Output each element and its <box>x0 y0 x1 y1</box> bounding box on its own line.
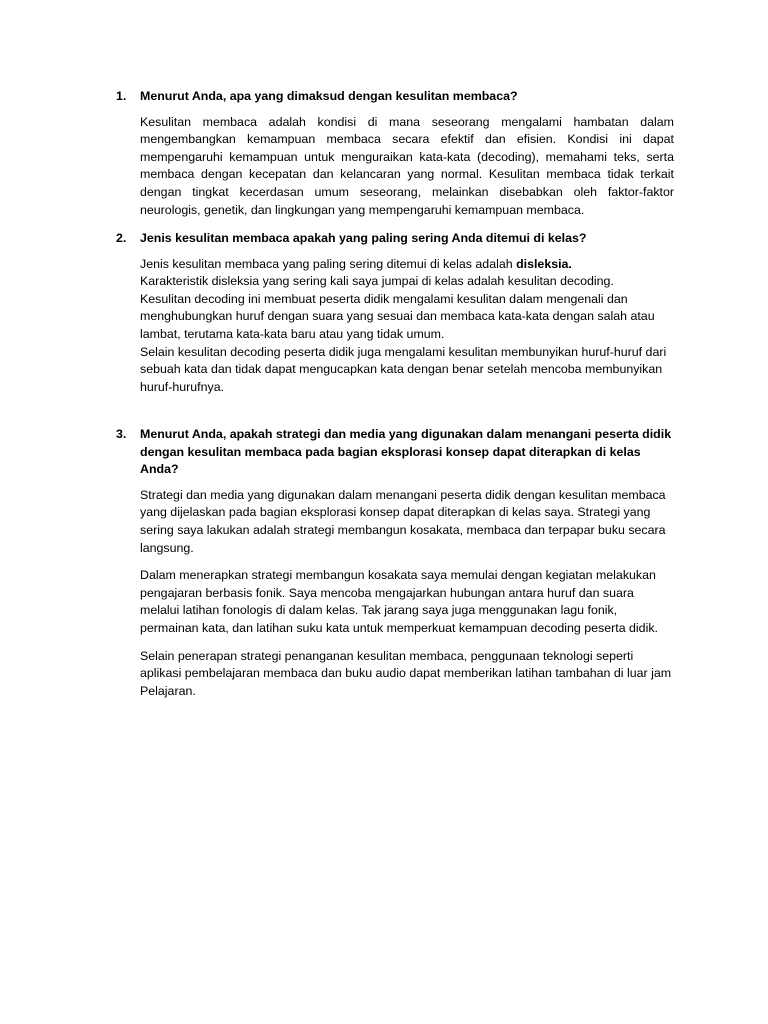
answer-block-3 <box>140 487 674 701</box>
question-text-1: Menurut Anda, apa yang dimaksud dengan kesulitan membaca? <box>140 89 518 103</box>
question-item-1 <box>116 88 674 219</box>
answer-block-2 <box>140 256 674 397</box>
answer-paragraph-3a: Strategi dan media yang digunakan dalam menangani peserta didik dengan kesulitan membaca yang dijelaskan pada bagian eksplorasi konsep dapat diterapkan di kelas saya. Strategi yang sering saya lakukan adalah strategi membangun kosakata, membaca dan terpapar buku secara langsung. <box>140 487 666 555</box>
question-item-2 <box>116 230 674 396</box>
answer-paragraph-2a <box>140 256 674 274</box>
answer-bold-term: disleksia. <box>516 256 572 271</box>
question-heading-3 <box>116 426 674 479</box>
answer-paragraph-2c: Kesulitan decoding ini membuat peserta didik mengalami kesulitan dalam mengenali dan menghubungkan huruf dengan suara yang sesuai dan membaca kata-kata dengan salah atau lambat, terutama kata-kata baru atau yang tidak umum. <box>140 291 655 341</box>
answer-block-1 <box>140 114 674 220</box>
question-text-3: Menurut Anda, apakah strategi dan media yang digunakan dalam menangani peserta didik dengan kesulitan membaca pada bagian eksplorasi konsep dapat diterapkan di kelas Anda? <box>140 427 672 477</box>
question-item-3 <box>116 426 674 700</box>
question-heading-2 <box>116 230 674 248</box>
answer-paragraph-3b: Dalam menerapkan strategi membangun kosakata saya memulai dengan kegiatan melakukan pengajaran berbasis fonik. Saya mencoba mengajarkan hubungan antara huruf dan suara melalui latihan fonologis di dalam kelas. Tak jarang saya juga menggunakan lagu fonik, permainan kata, dan latihan suku kata untuk memperkuat kemampuan decoding peserta didik. <box>140 568 658 635</box>
answer-paragraph-2d: Selain kesulitan decoding peserta didik juga mengalami kesulitan membunyikan huruf-huruf dari sebuah kata dan tidak dapat mengucapkan kata dengan benar setelah mencoba membunyikan huruf-hurufnya. <box>140 344 667 394</box>
question-heading-1 <box>116 88 674 106</box>
question-number-3: 3. <box>116 427 127 441</box>
question-text-2: Jenis kesulitan membaca apakah yang paling sering Anda ditemui di kelas? <box>140 231 587 245</box>
question-number-2: 2. <box>116 231 127 245</box>
answer-paragraph-2b: Karakteristik disleksia yang sering kali saya jumpai di kelas adalah kesulitan decoding. <box>140 274 614 289</box>
answer-paragraph-3c: Selain penerapan strategi penanganan kesulitan membaca, penggunaan teknologi seperti aplikasi pembelajaran membaca dan buku audio dapat memberikan latihan tambahan di luar jam Pelajaran. <box>140 648 672 698</box>
answer-intro-2: Jenis kesulitan membaca yang paling sering ditemui di kelas adalah <box>140 256 517 271</box>
answer-paragraph-1: Kesulitan membaca adalah kondisi di mana seseorang mengalami hambatan dalam mengembangkan kemampuan membaca secara efektif dan efisien. Kondisi ini dapat mempengaruhi kemampuan untuk menguraikan kata-kata (decoding), memahami teks, serta membaca dengan kecepatan dan kelancaran yang normal. Kesulitan membaca tidak terkait dengan tingkat kecerdasan umum seseorang, melainkan disebabkan oleh faktor-faktor neurologis, genetik, dan lingkungan yang mempengaruhi kemampuan membaca. <box>140 114 674 217</box>
question-number-1: 1. <box>116 89 127 103</box>
